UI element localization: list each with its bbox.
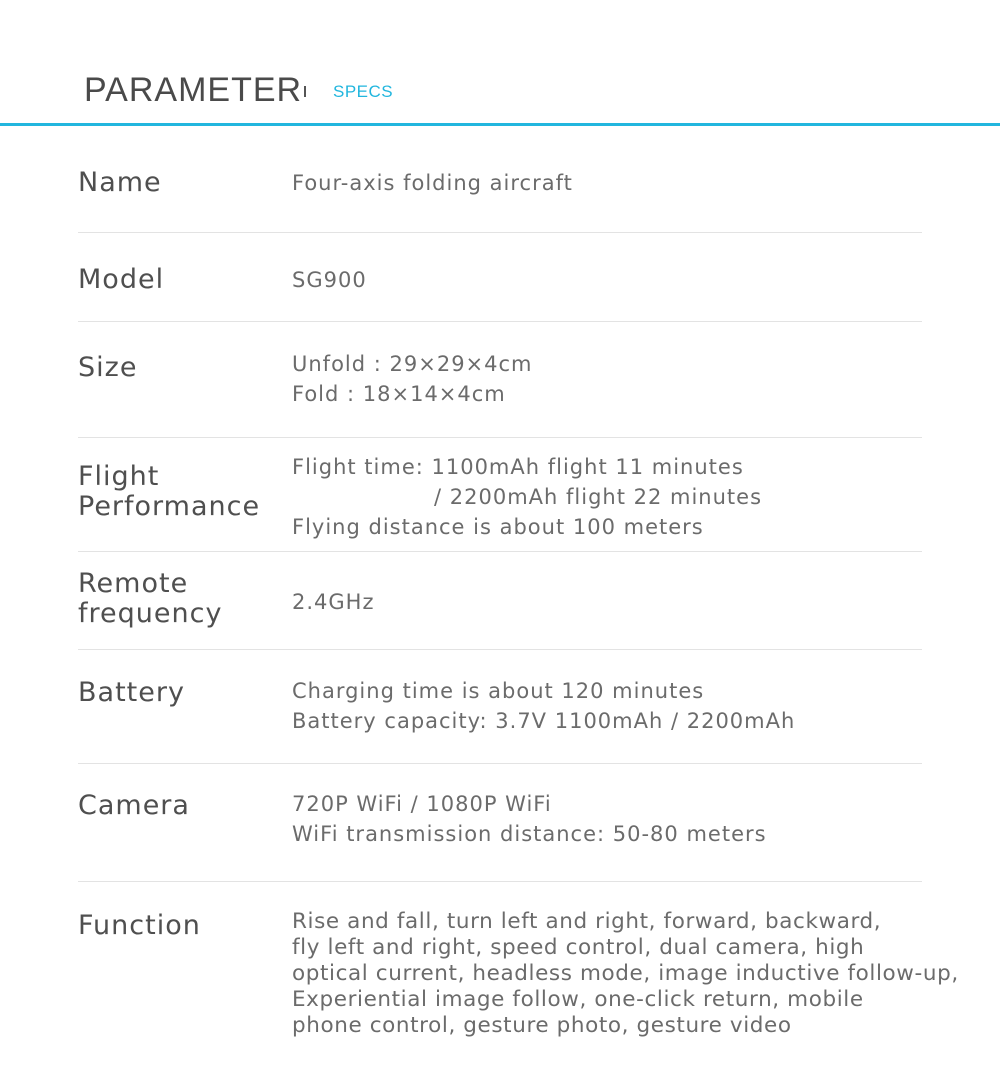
spec-value-line: / 2200mAh flight 22 minutes	[434, 485, 763, 509]
row-divider	[78, 321, 922, 322]
row-divider	[78, 232, 922, 233]
spec-value-line: SG900	[292, 268, 367, 292]
spec-value	[292, 676, 795, 736]
spec-value-line: Unfold : 29×29×4cm	[292, 352, 533, 376]
row-divider	[78, 551, 922, 552]
spec-value-line: Charging time is about 120 minutes	[292, 679, 705, 703]
spec-value-line: Flight time: 1100mAh flight 11 minutes	[292, 455, 744, 479]
spec-label-line: frequency	[78, 598, 223, 629]
spec-value-line: WiFi transmission distance: 50-80 meters	[292, 822, 767, 846]
spec-label-line: Flight	[78, 461, 160, 492]
spec-value-line: optical current, headless mode, image inductive follow-up,	[292, 961, 959, 986]
spec-value-line: Flying distance is about 100 meters	[292, 515, 704, 539]
spec-label: Model	[78, 264, 165, 295]
spec-value-line: Battery capacity: 3.7V 1100mAh / 2200mAh	[292, 709, 796, 733]
spec-value	[292, 909, 959, 1039]
spec-label: Camera	[78, 790, 190, 821]
spec-label	[78, 569, 222, 629]
spec-value-line: fly left and right, speed control, dual camera, high	[292, 935, 865, 960]
spec-label: Size	[78, 352, 138, 383]
spec-value-line: 720P WiFi / 1080P WiFi	[292, 792, 552, 816]
spec-label: Battery	[78, 677, 185, 708]
accent-divider	[0, 123, 1000, 126]
row-divider	[78, 763, 922, 764]
spec-label: Function	[78, 910, 201, 941]
spec-value-line: 2.4GHz	[292, 590, 375, 614]
spec-value-line: Four-axis folding aircraft	[292, 171, 573, 195]
spec-label: Name	[78, 167, 162, 198]
spec-label-line: Remote	[78, 568, 189, 599]
row-divider	[78, 437, 922, 438]
row-divider	[78, 881, 922, 882]
spec-value	[292, 349, 533, 409]
spec-value	[292, 168, 573, 198]
spec-value	[292, 452, 762, 542]
row-divider	[78, 649, 922, 650]
section-header	[0, 0, 1000, 126]
spec-value	[292, 265, 367, 295]
spec-value-line: phone control, gesture photo, gesture video	[292, 1013, 792, 1038]
section-title: PARAMETER	[84, 71, 303, 109]
spec-label-line: Performance	[78, 491, 261, 522]
spec-value-line: Experiential image follow, one-click return, mobile	[292, 987, 864, 1012]
section-subtitle: SPECS	[333, 82, 394, 101]
spec-value	[292, 587, 374, 617]
spec-value-line: Fold : 18×14×4cm	[292, 382, 506, 406]
spec-label	[78, 462, 260, 522]
spec-value-line: Rise and fall, turn left and right, forward, backward,	[292, 909, 882, 934]
spec-value	[292, 789, 767, 849]
title-separator	[304, 86, 306, 97]
